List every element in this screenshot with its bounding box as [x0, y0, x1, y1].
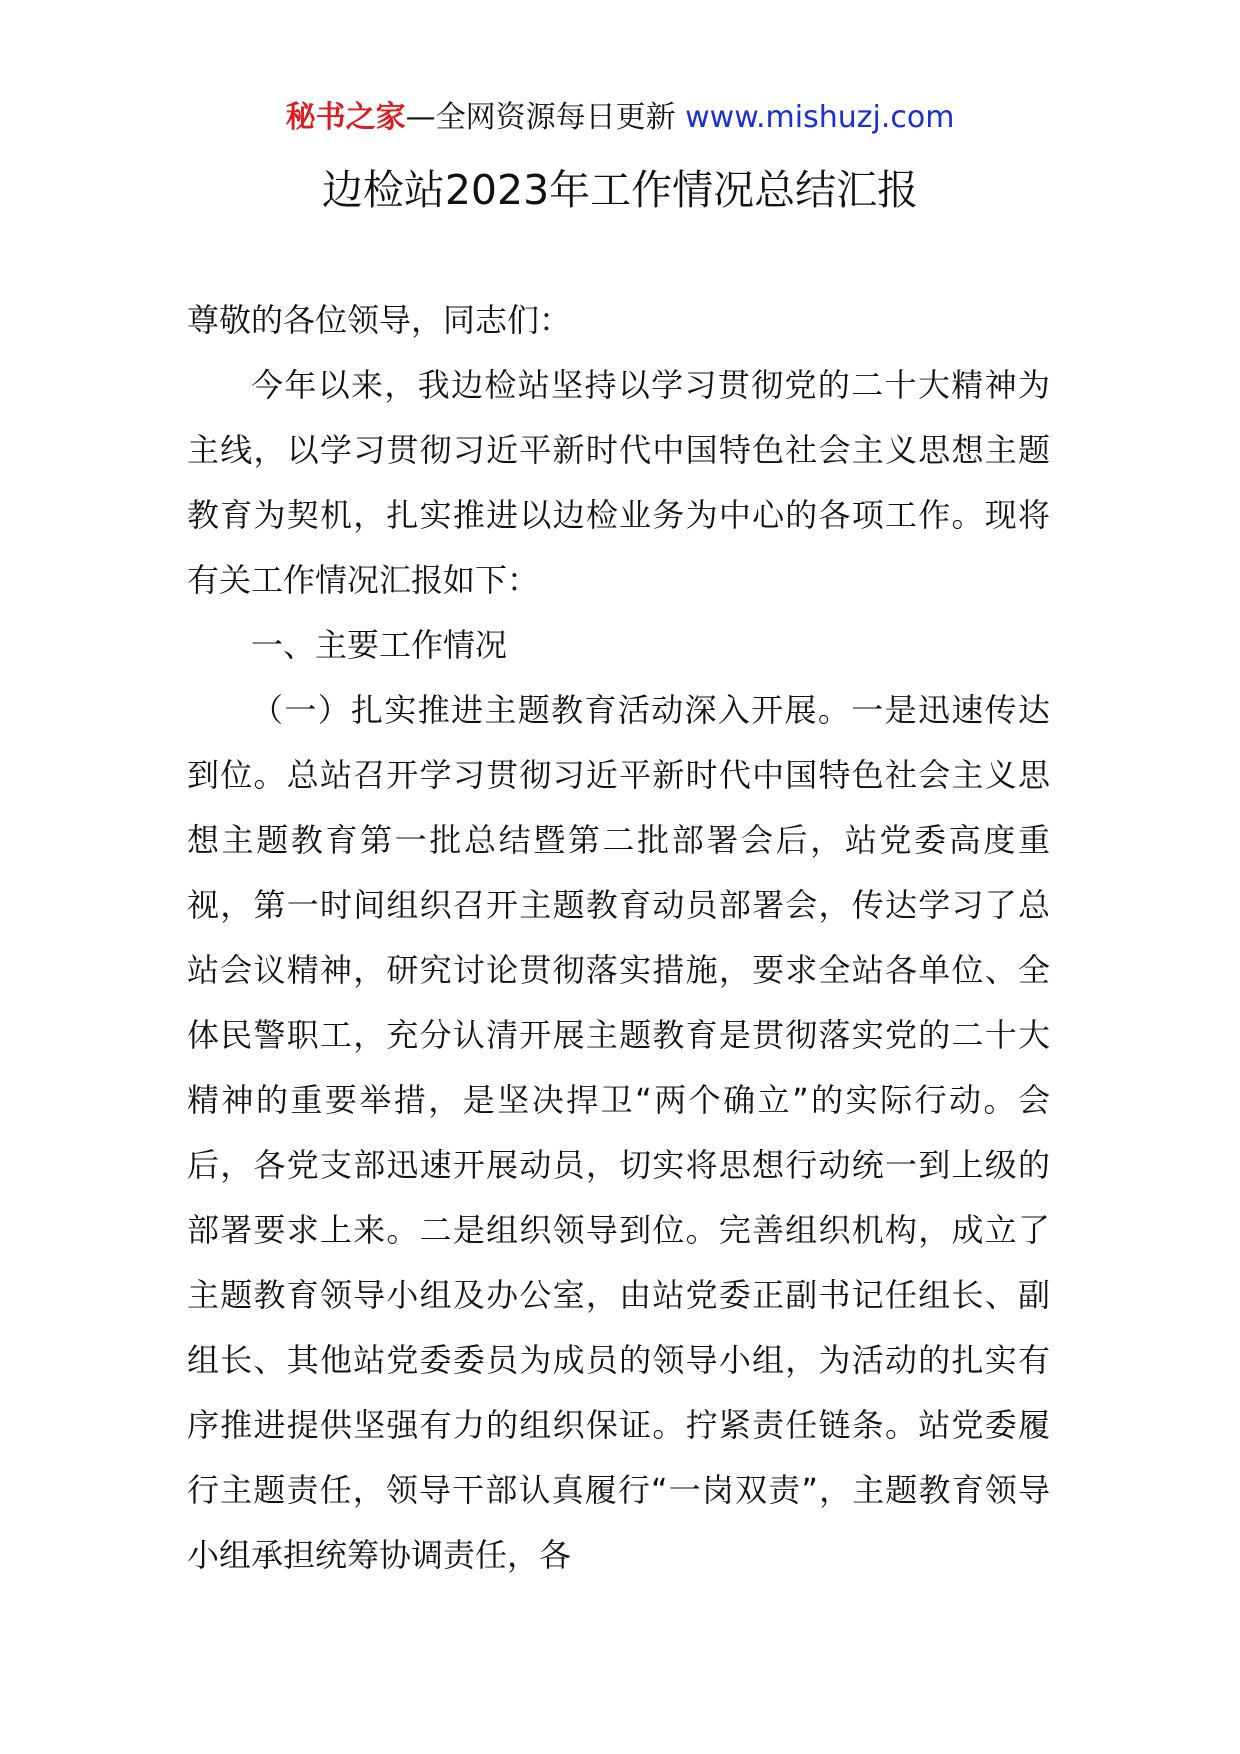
site-url-link[interactable]: www.mishuzj.com [685, 100, 955, 135]
salutation: 尊敬的各位领导，同志们： [187, 301, 572, 339]
site-header [0, 98, 1240, 138]
site-brand: 秘书之家 [285, 100, 406, 135]
document-body [187, 288, 1050, 1588]
section-heading: 一、主要工作情况 [251, 626, 508, 664]
body-paragraph: （一）扎实推进主题教育活动深入开展。一是迅速传达到位。总站召开学习贯彻习近平新时代中国特色社会主义思想主题教育第一批总结暨第二批部署会后，站党委高度重视，第一时间组织召开主题教育动员部署会，传达学习了总站会议精神，研究讨论贯彻落实措施，要求全站各单位、全体民警职工，充分认清开展主题教育是贯彻落实党的二十大精神的重要举措，是坚决捍卫“两个确立”的实际行动。会后，各党支部迅速开展动员，切实将思想行动统一到上级的部署要求上来。二是组织领导到位。完善组织机构，成立了主题教育领导小组及办公室，由站党委正副书记任组长、副组长、其他站党委委员为成员的领导小组，为活动的扎实有序推进提供坚强有力的组织保证。拧紧责任链条。站党委履行主题责任，领导干部认真履行“一岗双责”，主题教育领导小组承担统筹协调责任，各 [187, 691, 1050, 1574]
site-tagline: —全网资源每日更新 [405, 100, 686, 135]
document-title: 边检站2023年工作情况总结汇报 [321, 166, 919, 214]
intro-paragraph: 今年以来，我边检站坚持以学习贯彻党的二十大精神为主线，以学习贯彻习近平新时代中国特色社会主义思想主题教育为契机，扎实推进以边检业务为中心的各项工作。现将有关工作情况汇报如下： [187, 366, 1050, 599]
